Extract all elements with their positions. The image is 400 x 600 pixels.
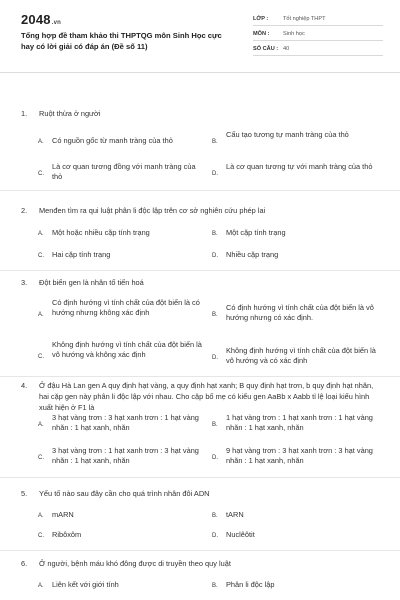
- option-letter: A.: [38, 139, 44, 145]
- site-logo[interactable]: [21, 12, 61, 27]
- question-separator: [0, 550, 400, 551]
- question-separator: [0, 270, 400, 271]
- option-letter: C.: [38, 253, 44, 259]
- option-text: Có định hướng vì tính chất của đột biến là có hướng nhưng không xác định: [52, 298, 200, 317]
- question-number: 2.: [21, 206, 28, 215]
- option-text: Nhiều cặp trạng: [226, 250, 279, 259]
- meta-value: Tốt nghiệp THPT: [283, 16, 326, 22]
- option-letter: B.: [212, 139, 218, 145]
- option-letter: D.: [212, 253, 218, 259]
- question-text: Ở đậu Hà Lan gen A quy định hạt vàng, a quy định hạt xanh; B quy định hạt trơn, b quy định hạt nhăn, hai cặp gen này phân li độc lập với nhau. Cho cặp bố mẹ có kiểu gen AaBb x Aabb tỉ lệ loại kiểu hình xuất hiện ở F1 là: [39, 381, 374, 412]
- option-text: Không định hướng vì tính chất của đột biến là vô hướng và có xác định: [226, 346, 376, 365]
- option-text: 3 hạt vàng trơn : 1 hạt xanh trơn : 3 hạt vàng nhăn : 1 hạt xanh, nhăn: [52, 446, 199, 465]
- option-text: Một cặp tính trạng: [226, 228, 286, 237]
- question-text: Menđen tìm ra qui luật phân li độc lập trên cơ sở nghiên cứu phép lai: [39, 206, 266, 215]
- question-number: 1.: [21, 109, 28, 118]
- option-letter: A.: [38, 231, 44, 237]
- option-text: Là cơ quan tương tự với manh tràng của thỏ: [226, 162, 373, 171]
- question-text: Ở người, bệnh máu khó đông được di truyền theo quy luật: [39, 559, 231, 568]
- meta-label: SỐ CÂU :: [253, 46, 279, 52]
- question-separator: [0, 190, 400, 191]
- option-text: Nuclêôtit: [226, 530, 255, 539]
- meta-label: LỚP :: [253, 16, 269, 22]
- option-text: 1 hạt vàng trơn : 1 hạt xanh trơn : 1 hạt vàng nhăn : 1 hạt xanh, nhăn: [226, 413, 373, 432]
- option-text: mARN: [52, 510, 74, 519]
- question-text: Yếu tố nào sau đây cần cho quá trình nhân đôi ADN: [39, 489, 210, 498]
- option-letter: D.: [212, 355, 218, 361]
- option-text: Phân li độc lập: [226, 580, 275, 589]
- question-number: 5.: [21, 489, 28, 498]
- option-text: Có định hướng vì tính chất của đột biến là vô hướng nhưng có xác định.: [226, 303, 374, 322]
- option-text: Không định hướng vì tính chất của đột biến là vô hướng và không xác định: [52, 340, 202, 359]
- question-number: 3.: [21, 278, 28, 287]
- option-text: 3 hạt vàng trơn : 3 hạt xanh trơn : 1 hạt vàng nhăn : 1 hạt xanh, nhăn: [52, 413, 199, 432]
- option-letter: D.: [212, 455, 218, 461]
- option-letter: B.: [212, 312, 218, 318]
- option-letter: A.: [38, 422, 44, 428]
- meta-value: Sinh học: [283, 31, 305, 37]
- option-letter: D.: [212, 533, 218, 539]
- question-number: 4.: [21, 381, 28, 390]
- option-text: Ribôxôm: [52, 530, 82, 539]
- question-separator: [0, 376, 400, 377]
- option-text: Một hoặc nhiều cặp tính trạng: [52, 228, 150, 237]
- option-letter: A.: [38, 312, 44, 318]
- option-letter: C.: [38, 533, 44, 539]
- meta-label: MÔN :: [253, 31, 270, 37]
- question-number: 6.: [21, 559, 28, 568]
- document-header: [0, 0, 400, 72]
- meta-row-count: [253, 43, 383, 56]
- header-divider: [0, 72, 400, 73]
- option-letter: A.: [38, 583, 44, 589]
- logo-tld: .vn: [51, 20, 62, 26]
- option-text: Hai cặp tính trạng: [52, 250, 111, 259]
- option-text: 9 hạt vàng trơn : 3 hạt xanh trơn : 3 hạt vàng nhăn : 1 hạt xanh, nhăn: [226, 446, 373, 465]
- question-text: Ruột thừa ở người: [39, 109, 101, 118]
- option-letter: C.: [38, 354, 44, 360]
- option-letter: C.: [38, 171, 44, 177]
- option-letter: B.: [212, 583, 218, 589]
- option-text: tARN: [226, 510, 244, 519]
- meta-row-class: [253, 13, 383, 26]
- option-text: Là cơ quan tương đồng với manh tràng của thỏ: [52, 162, 196, 181]
- question-separator: [0, 477, 400, 478]
- option-letter: B.: [212, 231, 218, 237]
- option-letter: C.: [38, 455, 44, 461]
- meta-row-subject: [253, 28, 383, 41]
- meta-value: 40: [283, 46, 290, 52]
- option-letter: B.: [212, 422, 218, 428]
- option-text: Cấu tạo tương tự manh tràng của thỏ: [226, 130, 349, 139]
- option-text: Liên kết với giới tính: [52, 580, 119, 589]
- option-letter: A.: [38, 513, 44, 519]
- option-letter: B.: [212, 513, 218, 519]
- document-title: Tổng hợp đề tham khảo thi THPTQG môn Sinh Học cực hay có lời giải có đáp án (Đề số 11): [21, 31, 222, 51]
- question-text: Đột biến gen là nhân tố tiến hoá: [39, 278, 144, 287]
- option-text: Có nguồn gốc từ manh tràng của thỏ: [52, 136, 173, 145]
- option-letter: D.: [212, 171, 218, 177]
- logo-text: 2048: [21, 12, 51, 27]
